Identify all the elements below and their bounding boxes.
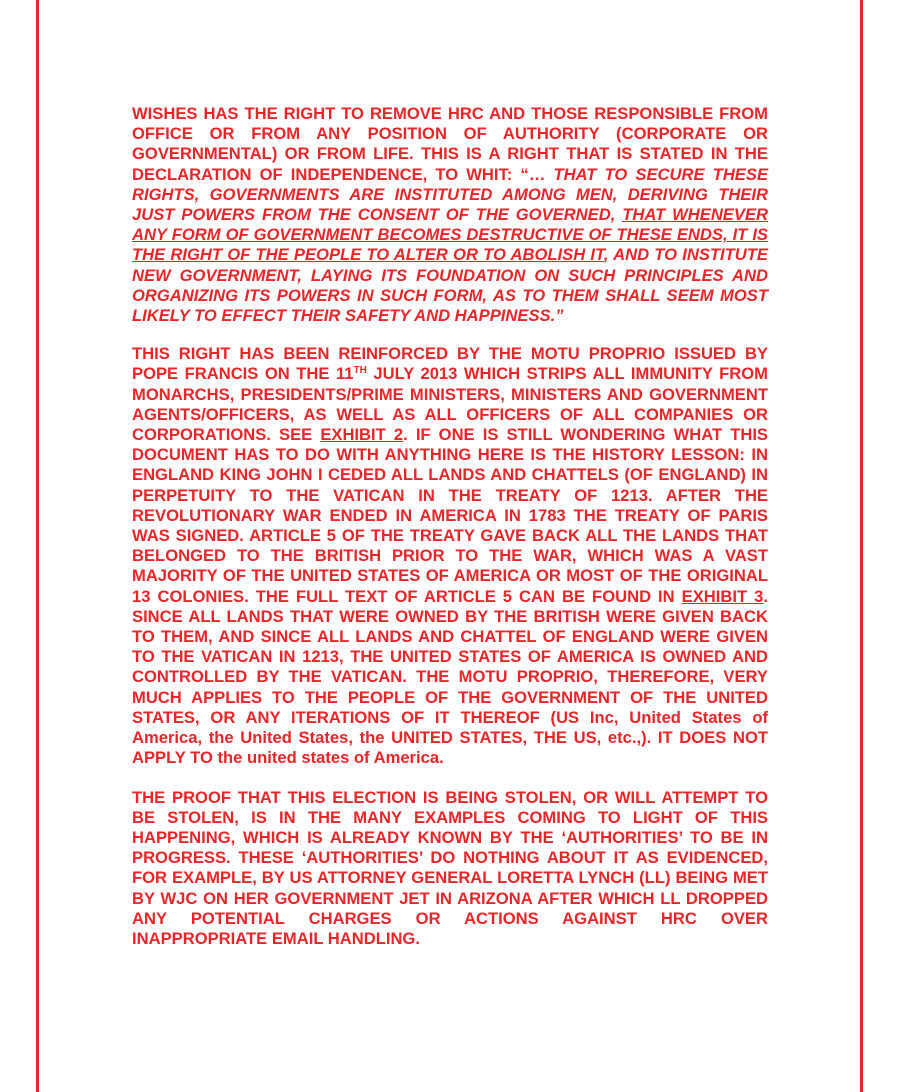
paragraph-text: . SINCE ALL LANDS THAT WERE OWNED BY THE BRITISH WERE GIVEN BACK TO THEM, AND SINCE ALL LANDS AND CHATTEL OF ENGLAND WERE GIVEN TO THE VATICAN IN 1213, THE UNITED STATES OF AMERICA IS OWNED AND CONTROLLED BY THE VATICAN. THE MOTU PROPRIO, THEREFORE, VERY MUCH APPLIES TO THE PEOPLE OF THE GOVERNMENT OF THE UNITED STATES, OR ANY ITERATIONS OF IT THEREOF (US Inc, United States of America, the United States, the UNITED STATES, THE US, etc.,). IT DOES NOT APPLY TO the united states of America.	[132, 586, 768, 768]
paragraph-motu-proprio	[132, 344, 768, 768]
paragraph-text: WISHES HAS THE RIGHT TO REMOVE HRC AND THOSE RESPONSIBLE FROM OFFICE OR FROM ANY POSITION OF AUTHORITY (CORPORATE OR GOVERNMENTAL) OR FROM LIFE. THIS IS A RIGHT THAT IS STATED IN THE DECLARATION OF INDEPENDENCE, TO WHIT: “…	[132, 104, 768, 184]
document-body	[132, 104, 768, 949]
paragraph-text: JULY 2013 WHICH STRIPS ALL IMMUNITY FROM MONARCHS, PRESIDENTS/PRIME MINISTERS, MINISTERS AND GOVERNMENT AGENTS/OFFICERS, AS WELL AS ALL OFFICERS OF ALL COMPANIES OR CORPORATIONS. SEE	[132, 364, 768, 445]
paragraph-text: . IF ONE IS STILL WONDERING WHAT THIS DOCUMENT HAS TO DO WITH ANYTHING HERE IS THE HISTORY LESSON: IN ENGLAND KING JOHN I CEDED ALL LANDS AND CHATTELS (OF ENGLAND) IN PERPETUITY TO THE VATICAN IN THE TREATY OF 1213. AFTER THE REVOLUTIONARY WAR ENDED IN AMERICA IN 1783 THE TREATY OF PARIS WAS SIGNED. ARTICLE 5 OF THE TREATY GAVE BACK ALL THE LANDS THAT BELONGED TO THE BRITISH PRIOR TO THE WAR, WHICH WAS A VAST MAJORITY OF THE UNITED STATES OF AMERICA OR MOST OF THE ORIGINAL 13 COLONIES. THE FULL TEXT OF ARTICLE 5 CAN BE FOUND IN	[132, 425, 768, 606]
exhibit-3-link[interactable]: EXHIBIT 3	[681, 586, 764, 606]
paragraph-text: THIS RIGHT HAS BEEN REINFORCED BY THE MOTU PROPRIO ISSUED BY POPE FRANCIS ON THE 11	[132, 344, 768, 384]
quote-text-end: , AND TO INSTITUTE NEW GOVERNMENT, LAYING ITS FOUNDATION ON SUCH PRINCIPLES AND ORGANIZING ITS POWERS IN SUCH FORM, AS TO THEM SHALL SEEM MOST LIKELY TO EFFECT THEIR SAFETY AND HAPPINESS.”	[132, 245, 768, 326]
quote-underlined-text: THAT WHENEVER ANY FORM OF GOVERNMENT BECOMES DESTRUCTIVE OF THESE ENDS, IT IS THE RIGHT OF THE PEOPLE TO ALTER OR TO ABOLISH IT	[132, 205, 768, 265]
quote-text: THAT TO SECURE THESE RIGHTS, GOVERNMENTS ARE INSTITUTED AMONG MEN, DERIVING THEIR JUST POWERS FROM THE CONSENT OF THE GOVERNED,	[132, 164, 769, 225]
paragraph-election-proof	[132, 788, 768, 950]
paragraph-declaration	[132, 104, 768, 326]
paragraph-text: THE PROOF THAT THIS ELECTION IS BEING STOLEN, OR WILL ATTEMPT TO BE STOLEN, IS IN THE MANY EXAMPLES COMING TO LIGHT OF THIS HAPPENING, WHICH IS ALREADY KNOWN BY THE ‘AUTHORITIES’ TO BE IN PROGRESS. THESE ‘AUTHORITIES’ DO NOTHING ABOUT IT AS EVIDENCED, FOR EXAMPLE, BY US ATTORNEY GENERAL LORETTA LYNCH (LL) BEING MET BY WJC ON HER GOVERNMENT JET IN ARIZONA AFTER WHICH LL DROPPED ANY POTENTIAL CHARGES OR ACTIONS AGAINST HRC OVER INAPPROPRIATE EMAIL HANDLING.	[132, 787, 768, 948]
superscript-ordinal: TH	[353, 365, 367, 377]
exhibit-2-link[interactable]: EXHIBIT 2	[320, 425, 404, 445]
